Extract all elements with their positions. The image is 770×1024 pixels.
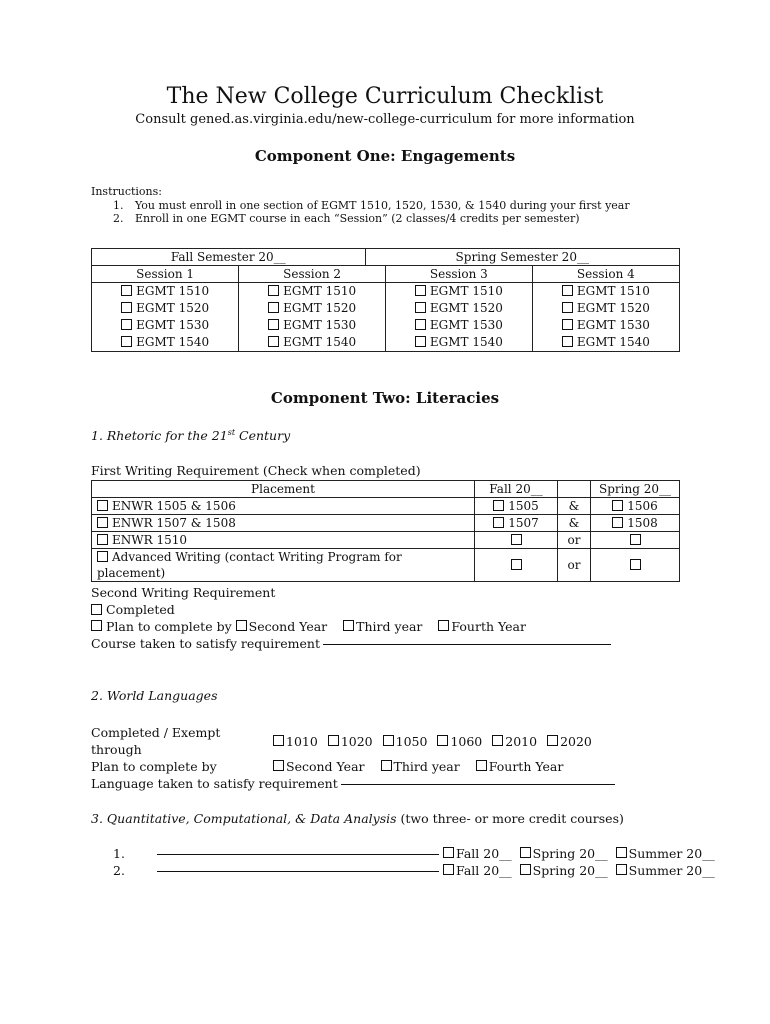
- languages-section: Completed / Exempt through 1010 1020 1050 1060 2010 2020 Plan to complete by Second Year Third year Fourth Year Language taken to satisfy requirement: [91, 724, 615, 792]
- checkbox[interactable]: [415, 285, 426, 296]
- checkbox[interactable]: [121, 285, 132, 296]
- checkbox[interactable]: [511, 559, 522, 570]
- spring-semester-header: Spring Semester 20__: [365, 249, 679, 266]
- table-row: Advanced Writing (contact Writing Program for placement) or: [92, 549, 680, 582]
- checkbox[interactable]: [562, 336, 573, 347]
- session-3-header: Session 3: [386, 266, 533, 283]
- course-taken-line[interactable]: [323, 643, 611, 645]
- placement-header: Placement: [92, 481, 475, 498]
- checkbox[interactable]: [236, 620, 247, 631]
- checkbox[interactable]: [612, 517, 623, 528]
- checkbox[interactable]: [612, 500, 623, 511]
- checkbox[interactable]: [97, 551, 108, 562]
- checkbox[interactable]: [547, 735, 558, 746]
- page-subtitle: Consult gened.as.virginia.edu/new-college-curriculum for more information: [135, 112, 635, 127]
- quant-section: 1. Fall 20__ Spring 20__ Summer 20__ 2. Fall 20__ Spring 20__ Summer 20__: [113, 846, 715, 878]
- completed-checkbox[interactable]: [91, 604, 102, 615]
- session-2-header: Session 2: [239, 266, 386, 283]
- session-2-courses: EGMT 1510 EGMT 1520 EGMT 1530 EGMT 1540: [239, 283, 386, 352]
- checkbox[interactable]: [343, 620, 354, 631]
- checkbox[interactable]: [121, 302, 132, 313]
- instructions: Instructions: 1. You must enroll in one section of EGMT 1510, 1520, 1530, & 1540 during your first year 2. Enroll in one EGMT course in each “Session” (2 classes/4 credits per semester): [91, 185, 630, 225]
- second-writing-section: Second Writing Requirement Completed Plan to complete by Second Year Third year Fourth Year Course taken to satisfy requirement: [91, 584, 611, 652]
- checkbox[interactable]: [268, 319, 279, 330]
- session-1-header: Session 1: [92, 266, 239, 283]
- checkbox[interactable]: [443, 864, 454, 875]
- table-row: ENWR 1507 & 1508 1507 & 1508: [92, 515, 680, 532]
- checkbox[interactable]: [443, 847, 454, 858]
- writing-table: [91, 480, 680, 582]
- instructions-label: Instructions:: [91, 185, 162, 198]
- checkbox[interactable]: [383, 735, 394, 746]
- session-4-header: Session 4: [576, 267, 635, 281]
- checkbox[interactable]: [328, 735, 339, 746]
- checkbox[interactable]: [520, 847, 531, 858]
- checkbox[interactable]: [511, 534, 522, 545]
- checkbox[interactable]: [520, 864, 531, 875]
- checkbox[interactable]: [97, 500, 108, 511]
- language-taken-line[interactable]: [341, 783, 615, 785]
- checkbox[interactable]: [616, 847, 627, 858]
- fall-semester-header: Fall Semester 20__: [92, 249, 366, 266]
- plan-checkbox[interactable]: [91, 620, 102, 631]
- fall-header: Fall 20__: [475, 481, 558, 498]
- table-row: ENWR 1510 or: [92, 532, 680, 549]
- engagements-table: [91, 248, 680, 352]
- checkbox[interactable]: [121, 319, 132, 330]
- languages-heading: 2. World Languages: [91, 688, 218, 703]
- session-4-courses: EGMT 1510 EGMT 1520 EGMT 1530 EGMT 1540: [532, 283, 679, 352]
- checkbox[interactable]: [492, 735, 503, 746]
- checkbox[interactable]: [268, 336, 279, 347]
- checkbox[interactable]: [415, 319, 426, 330]
- quant-heading: 3. Quantitative, Computational, & Data Analysis (two three- or more credit courses): [91, 811, 624, 826]
- checkbox[interactable]: [476, 760, 487, 771]
- checkbox[interactable]: [630, 534, 641, 545]
- checkbox[interactable]: [437, 735, 448, 746]
- checkbox[interactable]: [268, 285, 279, 296]
- instruction-2: Enroll in one EGMT course in each “Session” (2 classes/4 credits per semester): [135, 212, 580, 225]
- second-writing-label: Second Writing Requirement: [91, 585, 276, 600]
- component-two-heading: Component Two: Literacies: [270, 389, 500, 407]
- rhetoric-heading: 1. Rhetoric for the 21st Century: [91, 428, 291, 444]
- checkbox[interactable]: [562, 302, 573, 313]
- checkbox[interactable]: [562, 319, 573, 330]
- checkbox[interactable]: [415, 336, 426, 347]
- component-one-heading: Component One: Engagements: [254, 147, 516, 165]
- checkbox[interactable]: [121, 336, 132, 347]
- checkbox[interactable]: [562, 285, 573, 296]
- checkbox[interactable]: [273, 760, 284, 771]
- checkbox[interactable]: [493, 517, 504, 528]
- quant-course-1-line[interactable]: [157, 853, 439, 855]
- first-writing-label: First Writing Requirement (Check when completed): [91, 463, 421, 478]
- checkbox[interactable]: [616, 864, 627, 875]
- quant-course-2-line[interactable]: [157, 870, 439, 872]
- checkbox[interactable]: [381, 760, 392, 771]
- checkbox[interactable]: [415, 302, 426, 313]
- checkbox[interactable]: [97, 517, 108, 528]
- session-3-courses: EGMT 1510 EGMT 1520 EGMT 1530 EGMT 1540: [386, 283, 533, 352]
- spring-header: Spring 20__: [591, 481, 680, 498]
- session-1-courses: EGMT 1510 EGMT 1520 EGMT 1530 EGMT 1540: [92, 283, 239, 352]
- page-title: The New College Curriculum Checklist: [166, 84, 604, 109]
- checkbox[interactable]: [268, 302, 279, 313]
- checkbox[interactable]: [438, 620, 449, 631]
- checkbox[interactable]: [493, 500, 504, 511]
- checkbox[interactable]: [273, 735, 284, 746]
- checkbox[interactable]: [97, 534, 108, 545]
- instruction-1: You must enroll in one section of EGMT 1510, 1520, 1530, & 1540 during your first year: [135, 199, 630, 212]
- checkbox[interactable]: [630, 559, 641, 570]
- table-row: ENWR 1505 & 1506 1505 & 1506: [92, 498, 680, 515]
